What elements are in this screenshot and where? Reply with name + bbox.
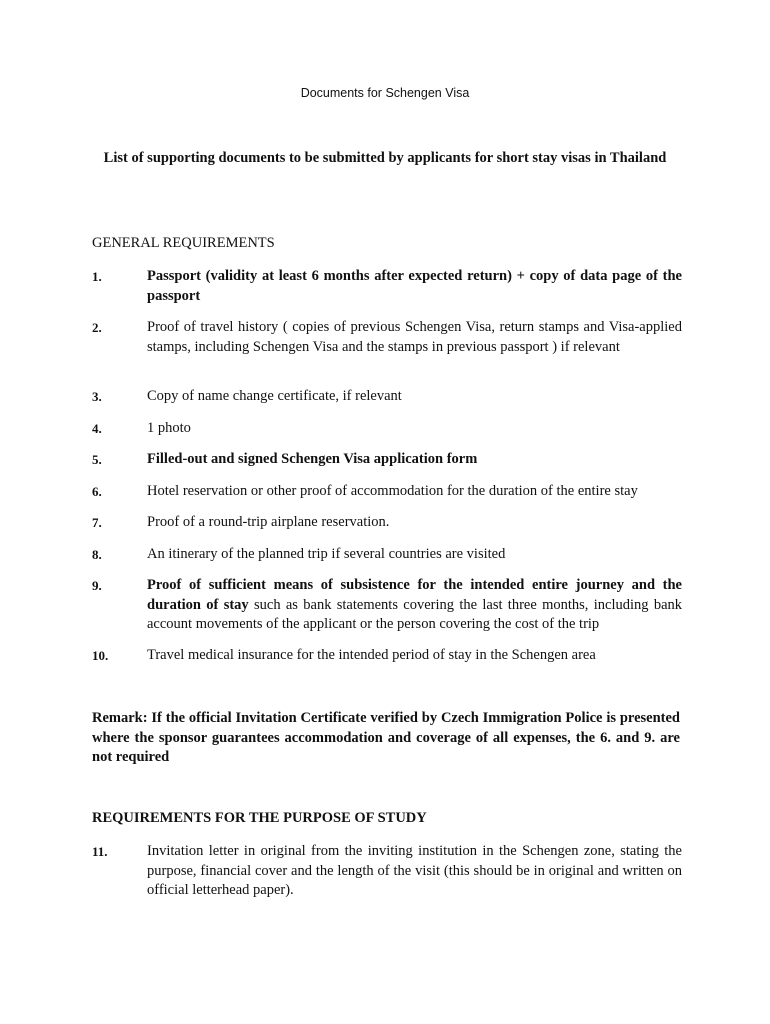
item-text: Travel medical insurance for the intended period of stay in the Schengen area [147, 647, 596, 663]
item-bold-text: Passport (validity at least 6 months after expected return) + copy of data page of the passport [147, 268, 682, 304]
item-text: Hotel reservation or other proof of accommodation for the duration of the entire stay [147, 483, 638, 499]
item-text: An itinerary of the planned trip if several countries are visited [147, 546, 506, 562]
remark-note: Remark: If the official Invitation Certificate verified by Czech Immigration Police is presented where the sponsor guarantees accommodation and coverage of all expenses, the 6. and 9. are not required [92, 710, 680, 765]
item-text: 1 photo [147, 420, 191, 436]
requirement-item-10 [92, 646, 682, 666]
requirement-item-9 [92, 576, 682, 635]
general-requirements-heading: GENERAL REQUIREMENTS [92, 235, 275, 251]
item-number: 11. [92, 844, 108, 859]
item-text: Proof of travel history ( copies of previous Schengen Visa, return stamps and Visa-applied stamps, including Schengen Visa and the stamps in previous passport ) if relevant [147, 319, 682, 355]
item-text: Copy of name change certificate, if relevant [147, 388, 402, 404]
item-number: 7. [92, 515, 102, 530]
item-text: Invitation letter in original from the inviting institution in the Schengen zone, stating the purpose, financial cover and the length of the visit (this should be in original and written on official letterhead paper). [147, 843, 682, 898]
study-requirements-heading: REQUIREMENTS FOR THE PURPOSE OF STUDY [92, 810, 427, 826]
item-number: 4. [92, 421, 102, 436]
requirement-item-1 [92, 267, 682, 306]
requirement-item-3 [92, 387, 682, 407]
item-number: 8. [92, 547, 102, 562]
item-number: 6. [92, 484, 102, 499]
requirement-item-7 [92, 513, 682, 533]
requirement-item-4 [92, 419, 682, 439]
item-number: 2. [92, 320, 102, 335]
item-bold-text: Proof of sufficient means of subsistence for the intended entire journey and the duration of stay [147, 577, 682, 613]
item-number: 1. [92, 269, 102, 284]
item-text: such as bank statements covering the last three months, including bank account movements of the applicant or the person covering the cost of the trip [147, 596, 682, 632]
item-number: 3. [92, 389, 102, 404]
document-title: List of supporting documents to be submitted by applicants for short stay visas in Thailand [103, 150, 667, 166]
item-bold-text: Filled-out and signed Schengen Visa application form [147, 451, 478, 467]
item-text: Proof of a round-trip airplane reservation. [147, 514, 390, 530]
item-number: 10. [92, 648, 109, 663]
requirement-item-2 [92, 318, 682, 357]
requirement-item-8 [92, 545, 682, 565]
item-number: 9. [92, 578, 102, 593]
requirement-item-6 [92, 482, 682, 502]
item-number: 5. [92, 452, 102, 467]
requirement-item-5 [92, 450, 682, 470]
requirement-item-11 [92, 842, 682, 901]
document-header: Documents for Schengen Visa [300, 86, 470, 100]
